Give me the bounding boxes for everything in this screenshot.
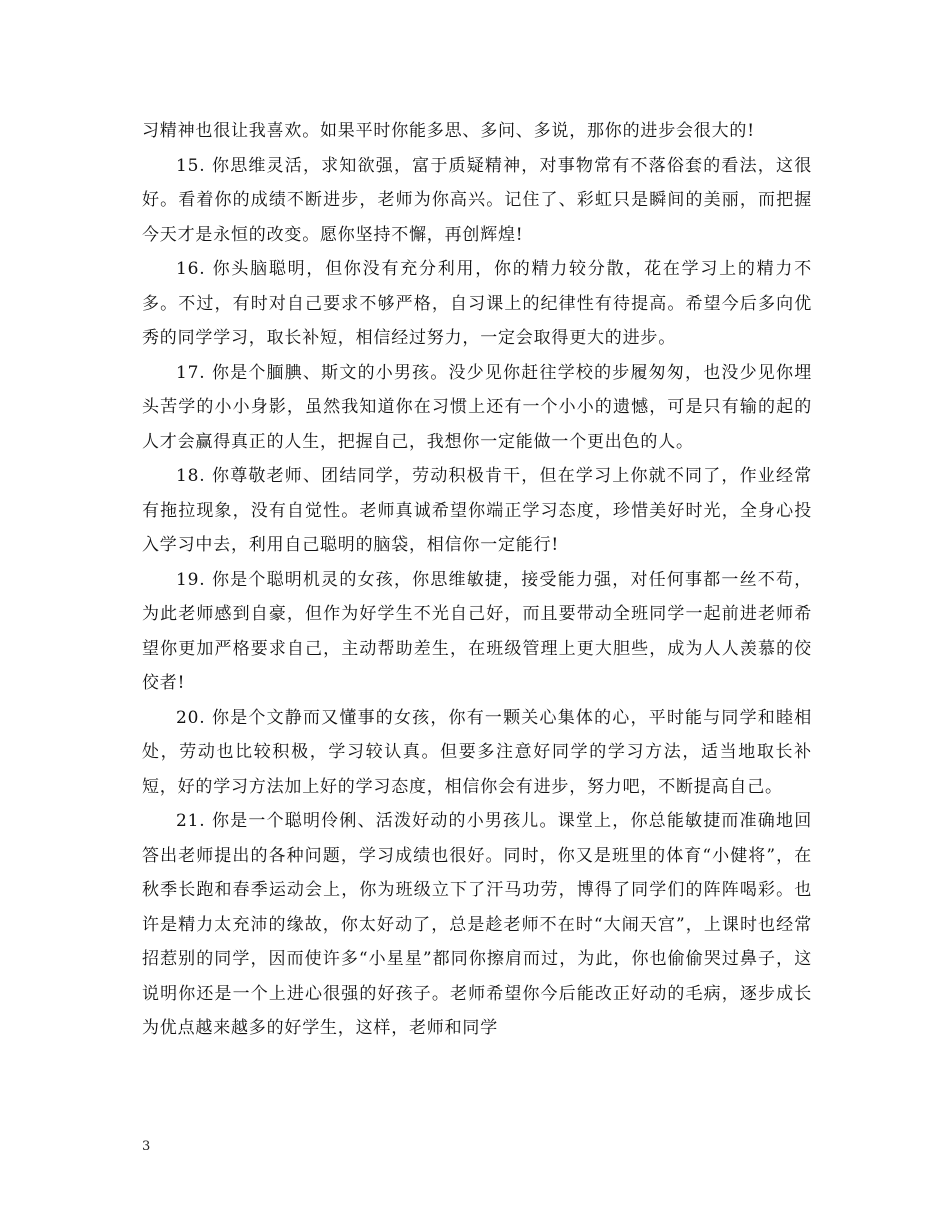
document-body [142, 114, 812, 1046]
paragraph-continuation: 习精神也很让我喜欢。如果平时你能多思、多问、多说，那你的进步会很大的! [142, 121, 755, 141]
paragraph-16: 16. 你头脑聪明，但你没有充分利用，你的精力较分散，花在学习上的精力不多。不过，有时对自己要求不够严格，自习课上的纪律性有待提高。希望今后多向优秀的同学学习，取长补短，相信经过努力，一定会取得更大的进步。 [142, 259, 812, 348]
paragraph-17: 17. 你是个腼腆、斯文的小男孩。没少见你赶往学校的步履匆匆，也没少见你埋头苦学的小小身影，虽然我知道你在习惯上还有一个小小的遗憾，可是只有输的起的人才会赢得真正的人生，把握自己，我想你一定能做一个更出色的人。 [142, 362, 812, 452]
page-number: 3 [142, 1139, 151, 1154]
paragraph-15: 15. 你思维灵活，求知欲强，富于质疑精神，对事物常有不落俗套的看法，这很好。看着你的成绩不断进步，老师为你高兴。记住了、彩虹只是瞬间的美丽，而把握今天才是永恒的改变。愿你坚持不懈，再创辉煌! [142, 155, 812, 245]
paragraph-18: 18. 你尊敬老师、团结同学，劳动积极肯干，但在学习上你就不同了，作业经常有拖拉现象，没有自觉性。老师真诚希望你端正学习态度，珍惜美好时光，全身心投入学习中去，利用自己聪明的脑袋，相信你一定能行! [142, 466, 812, 555]
paragraph-20: 20. 你是个文静而又懂事的女孩，你有一颗关心集体的心，平时能与同学和睦相处，劳动也比较积极，学习较认真。但要多注意好同学的学习方法，适当地取长补短，好的学习方法加上好的学习态度，相信你会有进步，努力吧，不断提高自己。 [142, 707, 812, 797]
paragraph-21: 21. 你是一个聪明伶俐、活泼好动的小男孩儿。课堂上，你总能敏捷而准确地回答出老师提出的各种问题，学习成绩也很好。同时，你又是班里的体育“小健将”，在秋季长跑和春季运动会上，你为班级立下了汗马功劳，博得了同学们的阵阵喝彩。也许是精力太充沛的缘故，你太好动了，总是趁老师不在时“大闹天宫”，上课时也经常招惹别的同学，因而使许多“小星星”都同你擦肩而过，为此，你也偷偷哭过鼻子，这说明你还是一个上进心很强的好孩子。老师希望你今后能改正好动的毛病，逐步成长为优点越来越多的好学生，这样，老师和同学 [142, 811, 812, 1038]
paragraph-19: 19. 你是个聪明机灵的女孩，你思维敏捷，接受能力强，对任何事都一丝不苟，为此老师感到自豪，但作为好学生不光自己好，而且要带动全班同学一起前进老师希望你更加严格要求自己，主动帮助差生，在班级管理上更大胆些，成为人人羡慕的佼佼者! [142, 569, 812, 693]
